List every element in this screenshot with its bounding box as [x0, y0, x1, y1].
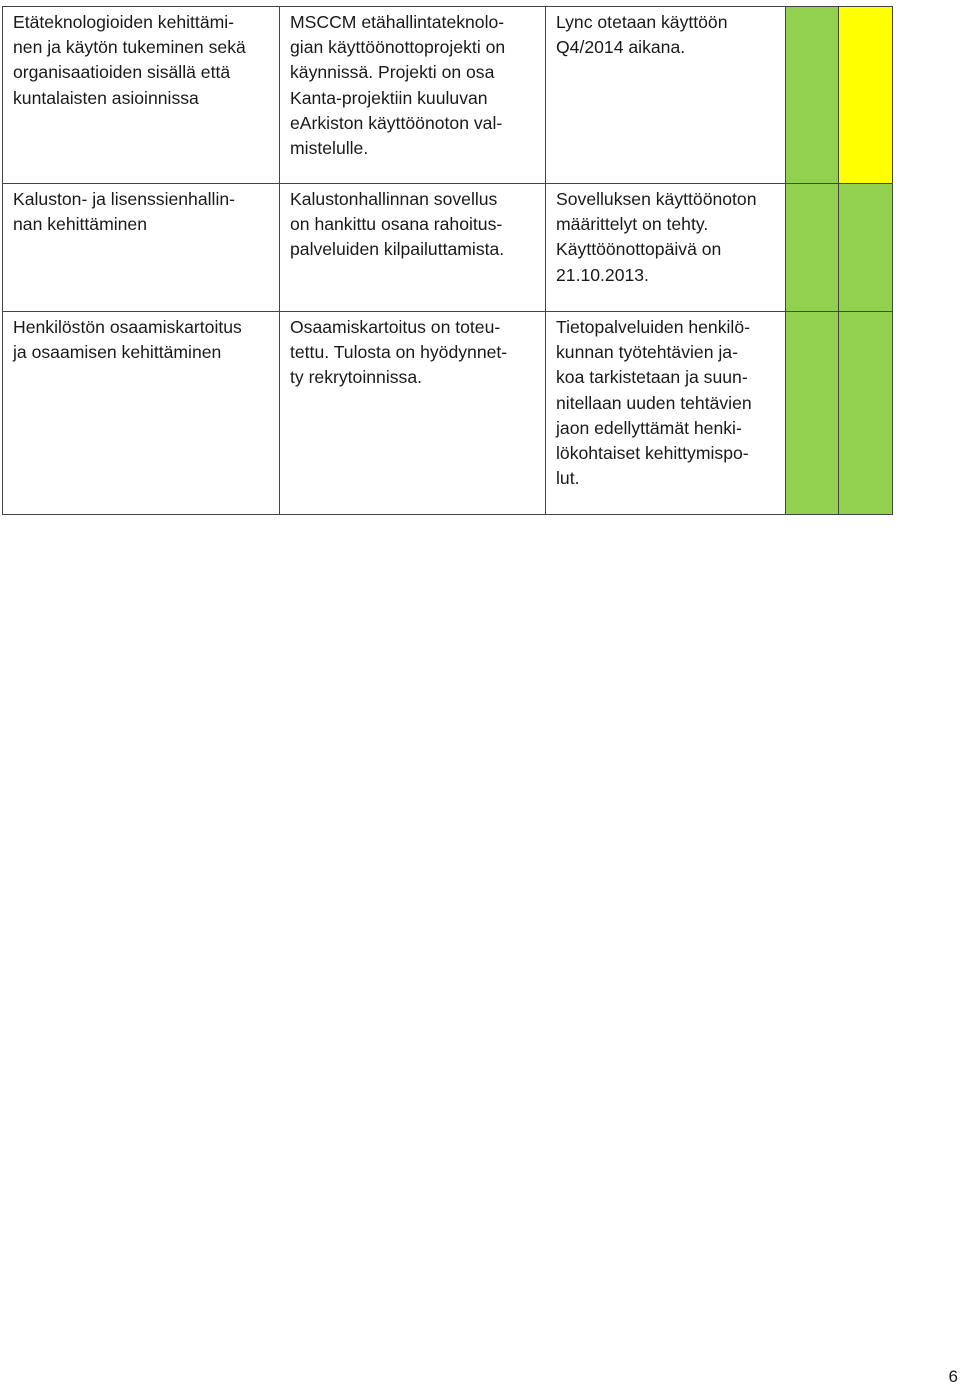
- table-row: [3, 312, 893, 515]
- goal-cell: Kaluston- ja lisenssienhallin- nan kehittäminen: [3, 184, 280, 312]
- status-color-swatch: [839, 7, 893, 184]
- status-color-swatch: [839, 184, 893, 312]
- page-number: 6: [948, 1367, 958, 1386]
- status-cell: MSCCM etähallintateknolo- gian käyttöönottoprojekti on käynnissä. Projekti on osa Kanta-projektiin kuuluvan eArkiston käyttöönoton val- mistelulle.: [280, 7, 546, 184]
- goal-cell: Etäteknologioiden kehittämi- nen ja käytön tukeminen sekä organisaatioiden sisällä että kuntalaisten asioinnissa: [3, 7, 280, 184]
- next-steps-cell: Sovelluksen käyttöönoton määrittelyt on tehty. Käyttöönottopäivä on 21.10.2013.: [546, 184, 786, 312]
- status-cell: Kalustonhallinnan sovellus on hankittu osana rahoitus- palveluiden kilpailuttamista.: [280, 184, 546, 312]
- status-color-swatch: [839, 312, 893, 515]
- table-row: [3, 7, 893, 184]
- status-cell: Osaamiskartoitus on toteu- tettu. Tulosta on hyödynnet- ty rekrytoinnissa.: [280, 312, 546, 515]
- next-steps-cell: Tietopalveluiden henkilö- kunnan työtehtävien ja- koa tarkistetaan ja suun- nitellaan uuden tehtävien jaon edellyttämät henki- lökohtaiset kehittymispo- lut.: [546, 312, 786, 515]
- table-row: [3, 184, 893, 312]
- next-steps-cell: Lync otetaan käyttöön Q4/2014 aikana.: [546, 7, 786, 184]
- status-color-swatch: [786, 184, 839, 312]
- status-color-swatch: [786, 7, 839, 184]
- status-table: [2, 6, 893, 515]
- status-color-swatch: [786, 312, 839, 515]
- goal-cell: Henkilöstön osaamiskartoitus ja osaamisen kehittäminen: [3, 312, 280, 515]
